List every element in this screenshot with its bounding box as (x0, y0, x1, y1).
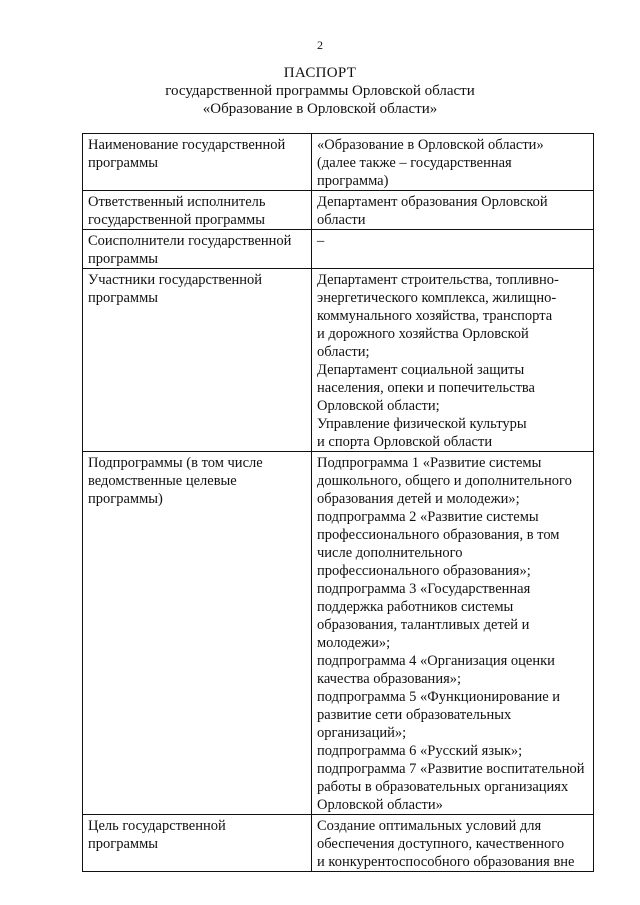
value-line: работы в образовательных организациях (317, 779, 569, 795)
label-line: программы (88, 290, 158, 306)
label-line: Соисполнители государственной (88, 233, 292, 249)
value-line: обеспечения доступного, качественного (317, 836, 565, 852)
value-line: качества образования»; (317, 671, 462, 687)
passport-row (83, 134, 594, 191)
value-line: Департамент строительства, топливно- (317, 272, 559, 288)
passport-row (83, 191, 594, 230)
value-line: и дорожного хозяйства Орловской (317, 326, 529, 342)
value-line: молодежи»; (317, 635, 391, 651)
passport-row-value (312, 191, 594, 230)
document-subtitle-line-2: «Образование в Орловской области» (202, 101, 438, 117)
value-line: образования, талантливых детей и (317, 617, 530, 633)
value-line: и конкурентоспособного образования вне (317, 854, 575, 870)
value-line: населения, опеки и попечительства (317, 380, 535, 396)
passport-row (83, 815, 594, 872)
passport-row (83, 269, 594, 452)
passport-row-label (83, 191, 312, 230)
value-line: «Образование в Орловской области» (317, 137, 544, 153)
value-line: числе дополнительного (317, 545, 463, 561)
passport-row-label (83, 269, 312, 452)
passport-table (82, 133, 594, 872)
value-line: Департамент образования Орловской (317, 194, 548, 210)
value-line: области (317, 212, 366, 228)
document-subtitle-line-1: государственной программы Орловской области (165, 83, 475, 99)
value-line: и спорта Орловской области (317, 434, 493, 450)
passport-row-label (83, 452, 312, 815)
label-line: Участники государственной (88, 272, 263, 288)
value-line: Подпрограмма 1 «Развитие системы (317, 455, 542, 471)
label-line: программы (88, 251, 158, 267)
label-line: ведомственные целевые (88, 473, 237, 489)
label-line: программы (88, 836, 158, 852)
label-line: Наименование государственной (88, 137, 286, 153)
value-line: подпрограмма 7 «Развитие воспитательной (317, 761, 585, 777)
label-line: Подпрограммы (в том числе (88, 455, 263, 471)
value-line: энергетического комплекса, жилищно- (317, 290, 557, 306)
document-title: ПАСПОРТ (283, 65, 357, 81)
value-line: программа) (317, 173, 389, 189)
value-line: профессионального образования, в том (317, 527, 560, 543)
value-line: образования детей и молодежи»; (317, 491, 520, 507)
value-line: Орловской области; (317, 398, 440, 414)
passport-row-value (312, 452, 594, 815)
value-line: (далее также – государственная (317, 155, 512, 171)
value-line: Управление физической культуры (317, 416, 527, 432)
passport-row-label (83, 815, 312, 872)
page-number: 2 (317, 38, 323, 52)
passport-row-value (312, 134, 594, 191)
value-line: области; (317, 344, 370, 360)
value-line: организаций»; (317, 725, 407, 741)
label-line: программы) (88, 491, 163, 507)
value-line: подпрограмма 3 «Государственная (317, 581, 531, 597)
passport-row-label (83, 230, 312, 269)
value-line: подпрограмма 2 «Развитие системы (317, 509, 539, 525)
label-line: государственной программы (88, 212, 265, 228)
value-line: профессионального образования»; (317, 563, 531, 579)
document-header (0, 64, 640, 118)
value-line: Департамент социальной защиты (317, 362, 525, 378)
value-line: подпрограмма 4 «Организация оценки (317, 653, 555, 669)
passport-row-value (312, 815, 594, 872)
value-line: коммунального хозяйства, транспорта (317, 308, 553, 324)
passport-row-label (83, 134, 312, 191)
passport-row (83, 452, 594, 815)
value-line: поддержка работников системы (317, 599, 514, 615)
value-line: дошкольного, общего и дополнительного (317, 473, 572, 489)
value-line: – (317, 233, 325, 249)
value-line: подпрограмма 5 «Функционирование и (317, 689, 561, 705)
value-line: подпрограмма 6 «Русский язык»; (317, 743, 523, 759)
value-line: Орловской области» (317, 797, 443, 813)
value-line: Создание оптимальных условий для (317, 818, 542, 834)
passport-row-value (312, 269, 594, 452)
label-line: Цель государственной (88, 818, 226, 834)
label-line: программы (88, 155, 158, 171)
passport-row-value (312, 230, 594, 269)
passport-row (83, 230, 594, 269)
label-line: Ответственный исполнитель (88, 194, 266, 210)
value-line: развитие сети образовательных (317, 707, 512, 723)
